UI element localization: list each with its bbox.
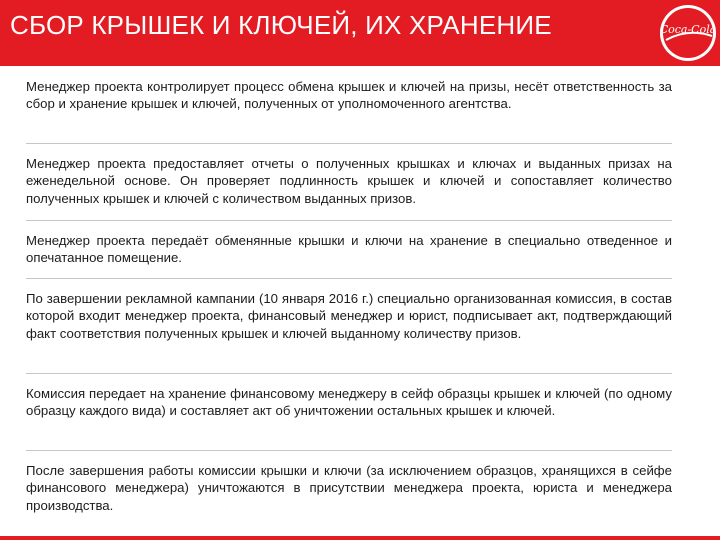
divider <box>26 373 672 374</box>
divider <box>26 143 672 144</box>
divider <box>26 220 672 221</box>
coca-cola-logo <box>636 0 720 66</box>
paragraph-4: По завершении рекламной кампании (10 января 2016 г.) специально организованная комиссия, в состав которой входит менеджер проекта, финансовый менеджер и юрист, подписывает акт, подтверждающий факт соответствия полученных крышек и ключей выданному количеству призов. <box>26 291 672 341</box>
paragraph-3: Менеджер проекта передаёт обменянные крышки и ключи на хранение в специально отведенное и опечатанное помещение. <box>26 233 672 266</box>
header-bar <box>0 0 720 66</box>
paragraph-1: Менеджер проекта контролирует процесс обмена крышек и ключей на призы, несёт ответственность за сбор и хранение крышек и ключей, полученных от уполномоченного агентства. <box>26 79 672 112</box>
page-title: СБОР КРЫШЕК И КЛЮЧЕЙ, ИХ ХРАНЕНИЕ <box>10 10 552 40</box>
paragraph-6: После завершения работы комиссии крышки и ключи (за исключением образцов, хранящихся в сейфе финансового менеджера) уничтожаются в присутствии менеджера проекта, юриста и менеджера производства. <box>26 463 672 513</box>
divider <box>26 450 672 451</box>
svg-text:Coca-Cola: Coca-Cola <box>659 23 717 36</box>
paragraph-5: Комиссия передает на хранение финансовому менеджеру в сейф образцы крышек и ключей (по одному образцу каждого вида) и составляет акт об уничтожении остальных крышек и ключей. <box>26 386 672 419</box>
footer-line <box>0 536 720 540</box>
paragraph-2: Менеджер проекта предоставляет отчеты о полученных крышках и ключах и выданных призах на еженедельной основе. Он проверяет подлинность крышек и ключей и сопоставляет количество полученных крышек и ключей с количеством выданных призов. <box>26 156 672 206</box>
divider <box>26 278 672 279</box>
